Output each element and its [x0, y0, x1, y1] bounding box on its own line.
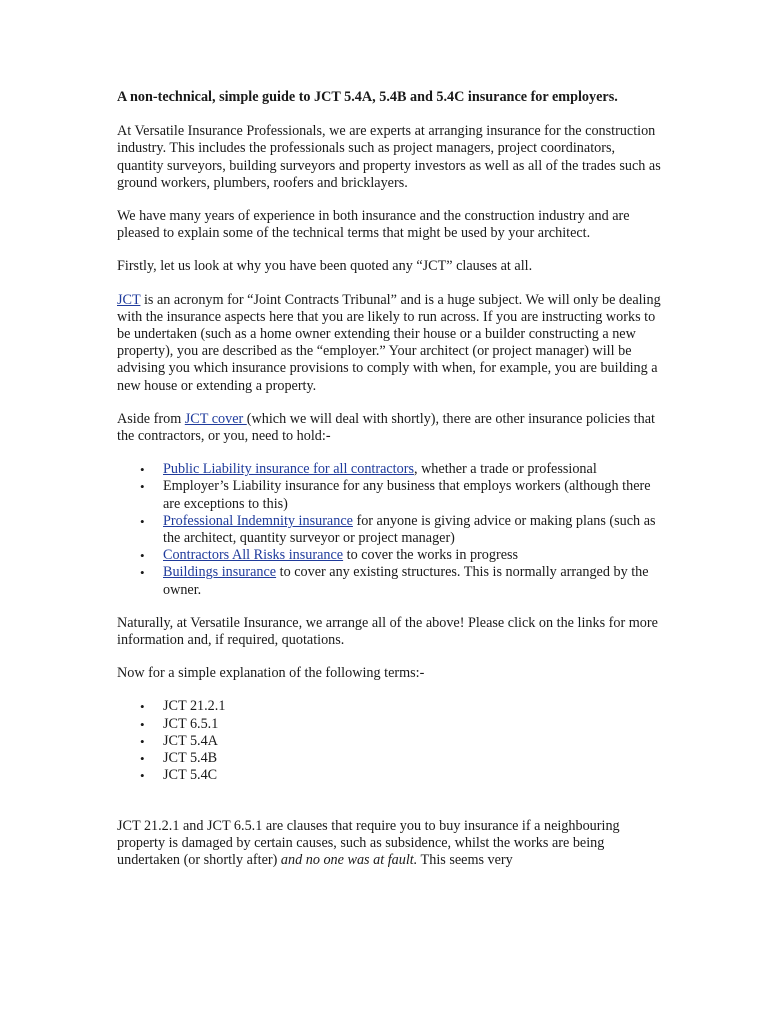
list-item [117, 513, 662, 547]
public-liability-link[interactable]: Public Liability insurance for all contractors [163, 461, 414, 478]
jct-clauses-paragraph [117, 818, 662, 870]
terms-list [117, 698, 662, 784]
list-item [117, 547, 662, 564]
jct-definition-paragraph [117, 292, 662, 395]
list-item: • JCT 6.5.1 [117, 716, 662, 733]
policies-list [117, 461, 662, 599]
jct-clauses-tail: This seems very [417, 851, 513, 868]
list-item-text: , whether a trade or professional [413, 461, 597, 478]
buildings-insurance-link[interactable]: Buildings insurance [163, 564, 277, 581]
no-fault-emphasis: and no one was at fault. [280, 851, 418, 868]
experience-paragraph: We have many years of experience in both insurance and the construction industry and are pleased to explain some of the technical terms that might be used by your architect. [117, 208, 630, 242]
list-item: • JCT 21.2.1 [117, 698, 662, 715]
contractors-all-risks-link[interactable]: Contractors All Risks insurance [163, 547, 344, 564]
other-policies-intro: Aside from [117, 410, 185, 427]
other-policies-text: (which we will deal with shortly), there are other insurance policies that the contractors, or you, need to hold:- [117, 410, 655, 445]
list-item-text: to cover any existing structures. This is normally arranged by the owner. [163, 564, 649, 598]
jct-clauses-text: JCT 21.2.1 and JCT 6.5.1 are clauses that require you to buy insurance if a neighbouring property is damaged by certain causes, such as subsidence, whilst the works are being undertaken (or shortly after) [117, 817, 620, 868]
list-item: • JCT 5.4C [117, 767, 662, 784]
list-item [117, 564, 662, 598]
arrange-all-paragraph: Naturally, at Versatile Insurance, we arrange all of the above! Please click on the links for more information and, if required, quotations. [117, 614, 658, 649]
jct-cover-link[interactable]: JCT cover [184, 410, 247, 427]
document-title: A non-technical, simple guide to JCT 5.4A, 5.4B and 5.4C insurance for employers. [117, 89, 618, 105]
other-policies-paragraph [117, 411, 662, 445]
document-page [117, 89, 662, 885]
jct-question-paragraph: Firstly, let us look at why you have been quoted any “JCT” clauses at all. [117, 258, 533, 275]
jct-link[interactable]: JCT [117, 291, 141, 308]
jct-definition-text: is an acronym for “Joint Contracts Tribunal” and is a huge subject. We will only be dealing with the insurance aspects here that you are likely to run across. If you are instructing works to be undertaken (such as a home owner extending their house or a builder constructing a new property), you are described as the “employer.” Your architect (or project manager) will be advising you which insurance provisions to comply with when, for example, you are building a new house or extending a property. [117, 291, 661, 394]
list-item: • JCT 5.4B [117, 750, 662, 767]
list-item: • JCT 5.4A [117, 733, 662, 750]
terms-intro-paragraph: Now for a simple explanation of the following terms:- [117, 665, 425, 682]
intro-paragraph: At Versatile Insurance Professionals, we are experts at arranging insurance for the construction industry. This includes the professionals such as project managers, project coordinators, quantity surveyors, building surveyors and property investors as well as all of the trades such as ground workers, plumbers, roofers and bricklayers. [117, 123, 661, 191]
list-item [117, 478, 662, 512]
professional-indemnity-link[interactable]: Professional Indemnity insurance [163, 512, 353, 529]
list-item [117, 461, 662, 478]
list-item-text: Employer’s Liability insurance for any business that employs workers (although there are exceptions to this) [163, 478, 651, 512]
list-item-text: for anyone is giving advice or making plans (such as the architect, quantity surveyor or project manager) [163, 512, 656, 547]
list-item-text: to cover the works in progress [343, 547, 519, 564]
